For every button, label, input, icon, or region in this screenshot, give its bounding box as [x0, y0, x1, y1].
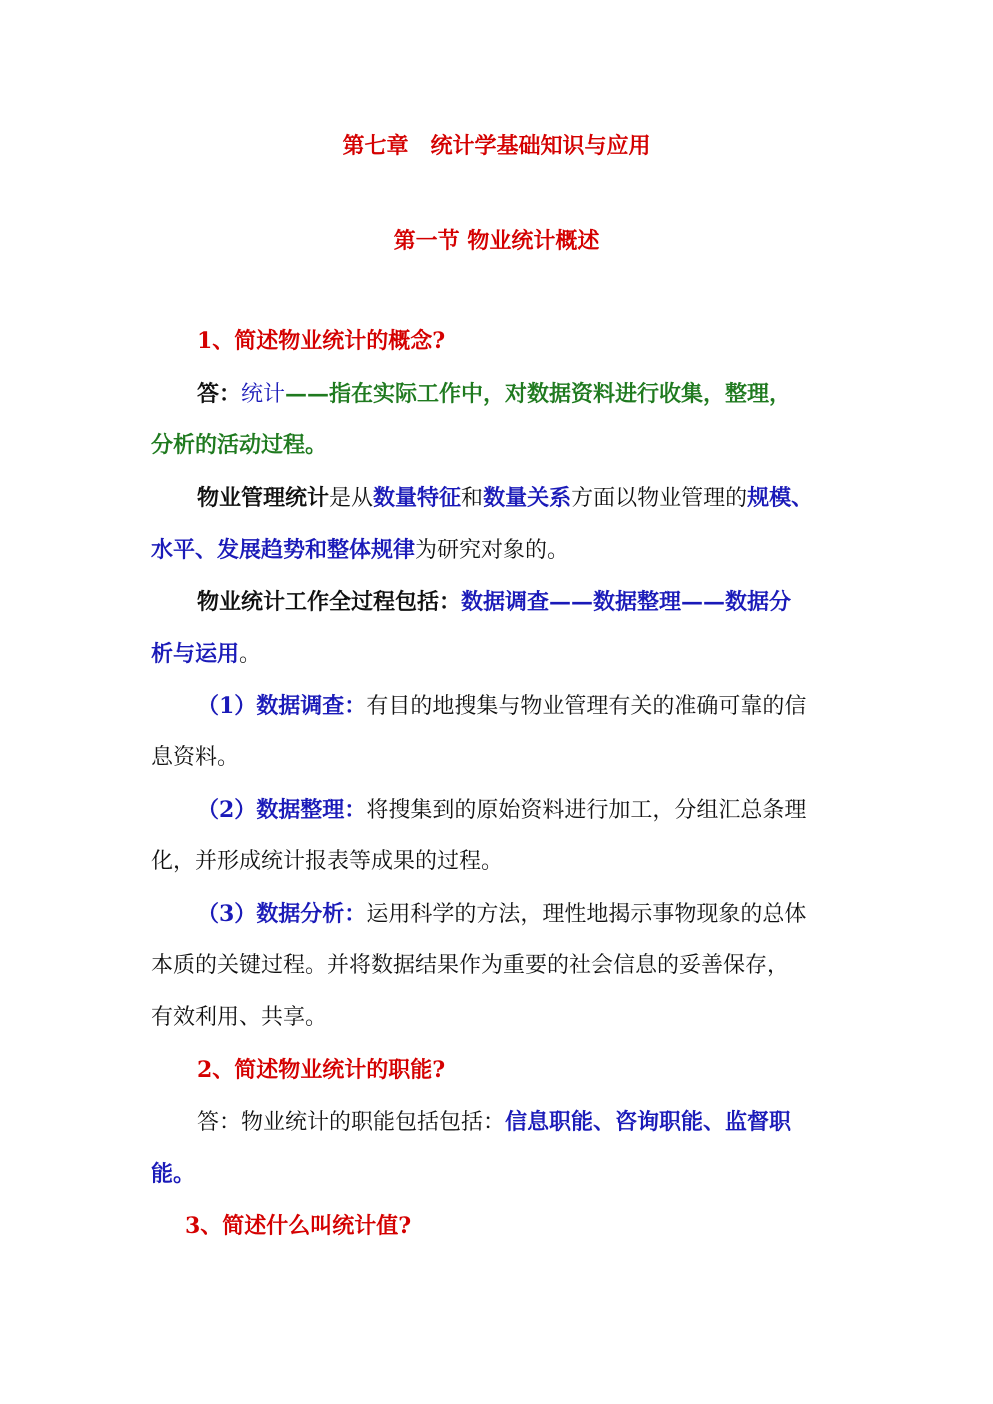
mgmt-paragraph-line-1	[197, 485, 813, 511]
mgmt-text-c: 方面以物业管理的	[571, 486, 748, 511]
answer-1-line-1	[197, 381, 791, 407]
item-2-line-2: 化，并形成统计报表等成果的过程。	[151, 849, 504, 874]
item-3-line-3: 有效利用、共享。	[151, 1005, 328, 1030]
process-lead: 物业统计工作全过程包括：	[197, 589, 462, 615]
mgmt-text-b: 和	[461, 486, 484, 511]
item-3-label: （3）数据分析：	[197, 901, 367, 927]
question-1: 1、简述物业统计的概念?	[197, 328, 446, 354]
answer-2-line-1	[197, 1109, 791, 1135]
mgmt-quantity-relation: 数量关系	[483, 485, 572, 511]
item-1-line-2: 息资料。	[151, 745, 240, 770]
process-paragraph-line-1	[197, 589, 791, 615]
section-title: 第一节 物业统计概述	[393, 228, 600, 254]
item-3-line-1	[197, 901, 806, 927]
answer-2-line-2: 能。	[151, 1161, 196, 1187]
answer-2-lead: 答：物业统计的职能包括包括：	[197, 1110, 506, 1135]
answer-2-functions: 信息职能、咨询职能、监督职	[505, 1109, 792, 1135]
answer-term: 统计	[241, 382, 286, 407]
item-1-line-1	[197, 693, 806, 719]
question-3: 3、简述什么叫统计值?	[185, 1213, 412, 1239]
process-end: 。	[239, 642, 262, 667]
mgmt-paragraph-line-2	[151, 537, 569, 563]
question-2: 2、简述物业统计的职能?	[197, 1057, 446, 1083]
mgmt-scale: 规模、	[747, 485, 814, 511]
item-3-line-2: 本质的关键过程。并将数据结果作为重要的社会信息的妥善保存，	[151, 953, 790, 978]
mgmt-term: 物业管理统计	[197, 485, 330, 511]
process-steps-b: 析与运用	[151, 641, 240, 667]
item-1-label: （1）数据调查：	[197, 693, 367, 719]
mgmt-text-d: 为研究对象的。	[415, 538, 570, 563]
mgmt-levels: 水平、发展趋势和整体规律	[151, 537, 416, 563]
item-2-label: （2）数据整理：	[197, 797, 367, 823]
mgmt-quantity-feature: 数量特征	[373, 485, 462, 511]
item-1-text: 有目的地搜集与物业管理有关的准确可靠的信	[366, 694, 807, 719]
item-2-text: 将搜集到的原始资料进行加工，分组汇总条理	[366, 798, 807, 823]
chapter-title: 第七章 统计学基础知识与应用	[342, 133, 651, 159]
process-steps-a: 数据调查——数据整理——数据分	[461, 589, 792, 615]
answer-prefix: 答：	[197, 381, 242, 407]
answer-1-line-2: 分析的活动过程。	[151, 432, 328, 458]
item-3-text: 运用科学的方法，理性地揭示事物现象的总体	[366, 902, 807, 927]
answer-definition: ——指在实际工作中，对数据资料进行收集，整理，	[285, 381, 792, 407]
mgmt-text-a: 是从	[329, 486, 374, 511]
item-2-line-1	[197, 797, 806, 823]
process-paragraph-line-2	[151, 641, 261, 667]
